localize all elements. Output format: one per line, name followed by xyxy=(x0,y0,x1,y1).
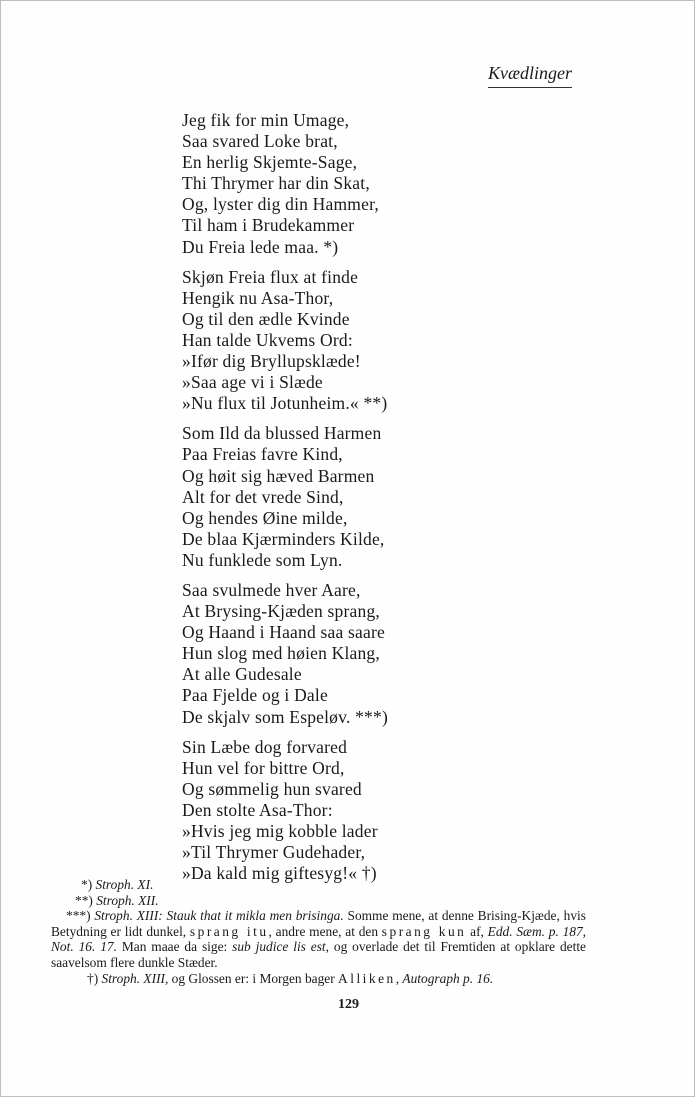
verse-line: »Ifør dig Bryllupsklæde! xyxy=(182,351,361,372)
verse-line: Den stolte Asa-Thor: xyxy=(182,799,333,820)
verse-line: Og høit sig hæved Barmen xyxy=(182,465,375,486)
footnote-text: Somme mene, at denne Brising-Kjæde, hvis Betydning er lidt dunkel, xyxy=(51,908,586,939)
footnote-mark: *) xyxy=(81,877,93,892)
footnote-text: , xyxy=(395,970,403,986)
verse-line: Saa svared Loke brat, xyxy=(182,131,338,152)
verse-line: Og hendes Øine milde, xyxy=(182,507,348,528)
verse-line: At Brysing-Kjæden sprang, xyxy=(182,601,380,622)
verse-line: De blaa Kjærminders Kilde, xyxy=(182,528,385,549)
footnote-text: , andre mene, at den xyxy=(268,923,382,939)
verse-line: Du Freia lede maa. *) xyxy=(182,236,339,257)
verse-line: Paa Fjelde og i Dale xyxy=(182,685,328,706)
verse-line: Sin Læbe dog forvared xyxy=(182,736,348,757)
verse-line: Hun slog med høien Klang, xyxy=(182,643,380,664)
footnote-citation: Edd. Sæm. p. 187, Not. 16. 17. xyxy=(51,923,586,955)
stanza xyxy=(182,737,388,885)
stanza xyxy=(182,110,388,258)
footnote-text: , og Glossen er: i Morgen bager xyxy=(164,970,339,986)
verse-line: Og, lyster dig din Hammer, xyxy=(182,194,379,215)
page-number: 129 xyxy=(338,997,359,1012)
verse-line: Jeg fik for min Umage, xyxy=(182,110,350,130)
footnote-text: af, xyxy=(466,923,488,939)
footnote xyxy=(51,877,586,893)
footnote xyxy=(51,893,586,909)
footnotes xyxy=(51,877,586,986)
verse-line: »Da kald mig giftesyg!« †) xyxy=(182,863,377,884)
footnote xyxy=(51,908,586,970)
footnote-latin: sub judice lis est xyxy=(232,939,326,955)
poem xyxy=(182,110,388,893)
footnote-ref: Stroph. XIII xyxy=(101,970,165,986)
footnote-text: Man maae da sige: xyxy=(116,939,233,955)
verse-line: Nu funklede som Lyn. xyxy=(182,549,343,570)
verse-line: De skjalv som Espeløv. ***) xyxy=(182,706,388,727)
verse-line: »Saa age vi i Slæde xyxy=(182,372,323,393)
verse-line: Skjøn Freia flux at finde xyxy=(182,266,359,287)
verse-line: Thi Thrymer har din Skat, xyxy=(182,173,370,194)
running-header: Kvædlinger xyxy=(488,63,572,88)
verse-line: Og Haand i Haand saa saare xyxy=(182,622,385,643)
footnote-text: , og overlade det til Fremtiden at opklare dette saavelsom flere dunkle Stæder. xyxy=(51,939,586,970)
footnote-ref: Stroph. XIII: Stauk that it mikla men brisinga. xyxy=(94,908,344,924)
verse-line: At alle Gudesale xyxy=(182,664,302,685)
footnote-mark: **) xyxy=(75,892,93,908)
stanza xyxy=(182,267,388,415)
verse-line: »Hvis jeg mig kobble lader xyxy=(182,821,378,841)
verse-line: En herlig Skjemte-Sage, xyxy=(182,152,358,173)
verse-line: Hengik nu Asa-Thor, xyxy=(182,287,334,308)
verse-line: Alt for det vrede Sind, xyxy=(182,486,344,507)
verse-line: Saa svulmede hver Aare, xyxy=(182,579,361,600)
footnote xyxy=(51,971,586,987)
verse-line: Hun vel for bittre Ord, xyxy=(182,757,345,778)
footnote-spaced-text: sprang kun xyxy=(381,923,467,939)
footnote-mark: †) xyxy=(87,970,99,986)
footnote-spaced-text: Alliken xyxy=(338,970,396,986)
verse-line: Paa Freias favre Kind, xyxy=(182,444,343,465)
verse-line: »Til Thrymer Gudehader, xyxy=(182,842,366,863)
footnote-mark: ***) xyxy=(66,908,91,924)
verse-line: »Nu flux til Jotunheim.« **) xyxy=(182,393,388,414)
footnote-ref: Stroph. XI. xyxy=(95,877,154,892)
verse-line: Han talde Ukvems Ord: xyxy=(182,329,353,350)
footnote-ref: Stroph. XII. xyxy=(96,892,159,908)
verse-line: Til ham i Brudekammer xyxy=(182,215,355,236)
verse-line: Og til den ædle Kvinde xyxy=(182,308,350,329)
stanza xyxy=(182,580,388,728)
footnote-spaced-text: sprang itu xyxy=(189,923,269,939)
footnote-citation: Autograph p. 16. xyxy=(402,970,494,986)
verse-line: Som Ild da blussed Harmen xyxy=(182,423,382,444)
stanza xyxy=(182,423,388,571)
verse-line: Og sømmelig hun svared xyxy=(182,778,362,799)
